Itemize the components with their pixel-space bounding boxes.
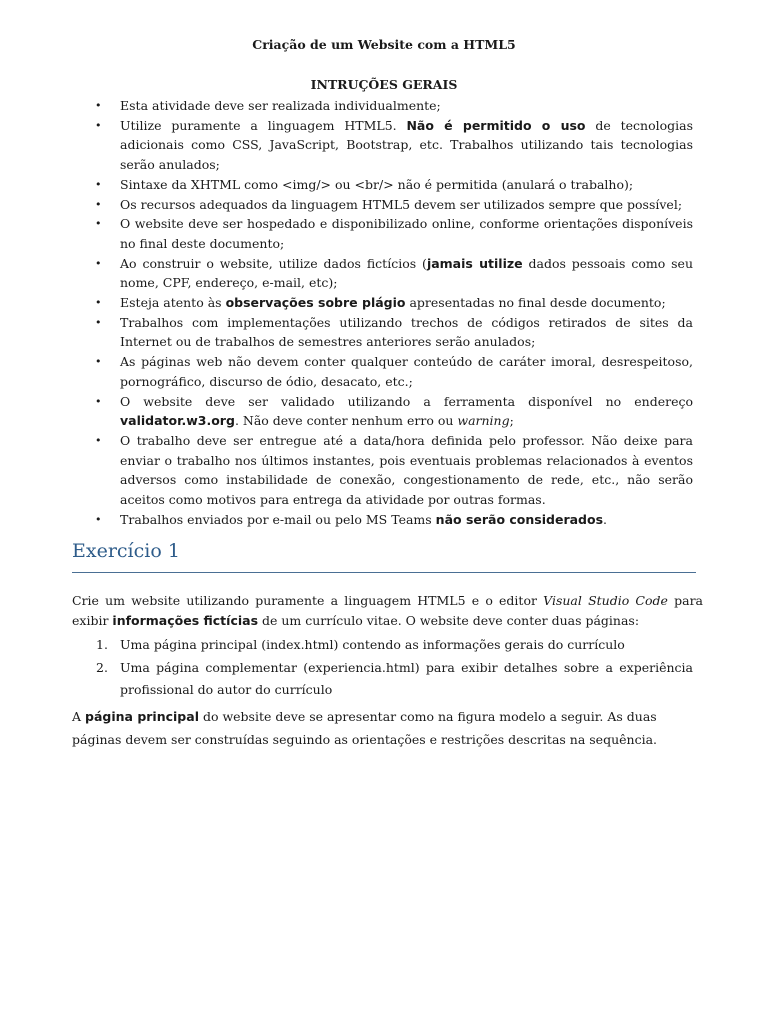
text-run: ; (509, 413, 514, 429)
page-list-item (0, 657, 693, 702)
instruction-item (0, 510, 693, 530)
instruction-item (0, 313, 693, 352)
instruction-item (0, 96, 693, 116)
text-run: de um currículo vitae. O website deve conter duas páginas: (258, 612, 640, 628)
bold-text: não serão considerados (435, 511, 604, 527)
bullet-icon: • (95, 296, 102, 310)
text-run: apresentadas no final desde documento; (405, 295, 666, 311)
instruction-item (0, 254, 693, 293)
text-run: O website deve ser validado utilizando a ferramenta disponível no endereço (120, 393, 693, 409)
bold-text: Não é permitido o uso (406, 117, 586, 133)
text-run: Crie um website utilizando puramente a linguagem HTML5 e o editor (72, 593, 544, 608)
list-item-text: Uma página complementar (experiencia.html) para exibir detalhes sobre a experiência profissional do autor do currículo (120, 659, 693, 697)
bullet-icon: • (95, 355, 102, 369)
text-run: dados pessoais como seu nome, CPF, endereço, e-mail, etc); (120, 255, 693, 291)
bullet-icon: • (95, 118, 102, 132)
exercise-intro-paragraph (72, 591, 703, 630)
closing-paragraph (72, 706, 703, 751)
text-run: do website deve se apresentar como na figura modelo a seguir. As duas páginas devem ser construídas seguindo as orientações e restrições descritas na sequência. (72, 709, 657, 747)
text-run: Trabalhos enviados por e-mail ou pelo MS Teams (120, 511, 436, 527)
instruction-item (0, 214, 693, 253)
bullet-icon: • (95, 197, 102, 211)
text-run: As páginas web não devem conter qualquer conteúdo de caráter imoral, desrespeitoso, pornográfico, discurso de ódio, desacato, etc.; (120, 354, 693, 389)
instruction-item (0, 431, 693, 510)
text-run: Esteja atento às (120, 295, 226, 311)
instruction-item (0, 352, 693, 391)
bullet-icon: • (95, 394, 102, 408)
text-run: Trabalhos com implementações utilizando trechos de códigos retirados de sites da Internet ou de trabalhos de semestres anteriores serão anulados; (120, 314, 693, 350)
text-run: Utilize puramente a linguagem HTML5. (120, 117, 407, 133)
italic-text: warning (457, 413, 510, 429)
text-run: para exibir (72, 593, 703, 628)
section-subtitle: INTRUÇÕES GERAIS (310, 77, 458, 92)
bold-text: validator.w3.org (120, 413, 235, 429)
bold-text: informações fictícias (112, 612, 259, 628)
text-run: Esta atividade deve ser realizada individualmente; (120, 98, 441, 113)
bullet-icon: • (95, 217, 102, 231)
text-run: . (603, 511, 608, 527)
text-run: de tecnologias adicionais como CSS, JavaScript, Bootstrap, etc. Trabalhos utilizando tais tecnologias serão anulados; (120, 117, 694, 173)
page-list-item (0, 634, 693, 657)
bold-text: jamais utilize (426, 255, 523, 271)
bold-text: página principal (85, 709, 199, 724)
bullet-icon: • (95, 433, 102, 447)
instruction-item (0, 195, 693, 215)
text-run: Ao construir o website, utilize dados fictícios ( (120, 255, 427, 271)
instruction-item (0, 116, 693, 175)
text-run: . Não deve conter nenhum erro ou (234, 413, 458, 429)
instruction-item (0, 293, 693, 313)
italic-text: Visual Studio Code (543, 593, 668, 608)
exercise-heading: Exercício 1 (72, 540, 180, 562)
bullet-icon: • (95, 256, 102, 270)
instruction-item (0, 392, 693, 431)
heading-divider (72, 572, 696, 573)
bullet-icon: • (95, 315, 102, 329)
text-run: Os recursos adequados da linguagem HTML5 devem ser utilizados sempre que possível; (120, 196, 683, 212)
list-item-text: Uma página principal (index.html) contendo as informações gerais do currículo (120, 637, 625, 652)
text-run: A (72, 709, 86, 724)
text-run: O website deve ser hospedado e disponibilizado online, conforme orientações disponíveis no final deste documento; (120, 216, 693, 251)
text-run: O trabalho deve ser entregue até a data/hora definida pelo professor. Não deixe para enviar o trabalho nos últimos instantes, pois eventuais problemas relacionados à eventos adversos como instabilidade de conexão, congestionamento de rede, etc., não serão aceitos como motivos para entrega da atividade por outras formas. (120, 432, 693, 508)
text-run: Sintaxe da XHTML como <img/> ou <br/> não é permitida (anulará o trabalho); (120, 176, 634, 192)
bold-text: observações sobre plágio (225, 295, 406, 311)
instruction-item (0, 175, 693, 195)
pages-list (0, 634, 768, 702)
instructions-list (0, 96, 768, 529)
list-number: 1. (96, 637, 108, 652)
list-number: 2. (96, 659, 108, 675)
document-title: Criação de um Website com a HTML5 (252, 37, 516, 52)
bullet-icon: • (95, 512, 102, 526)
bullet-icon: • (95, 177, 102, 191)
bullet-icon: • (95, 99, 102, 112)
